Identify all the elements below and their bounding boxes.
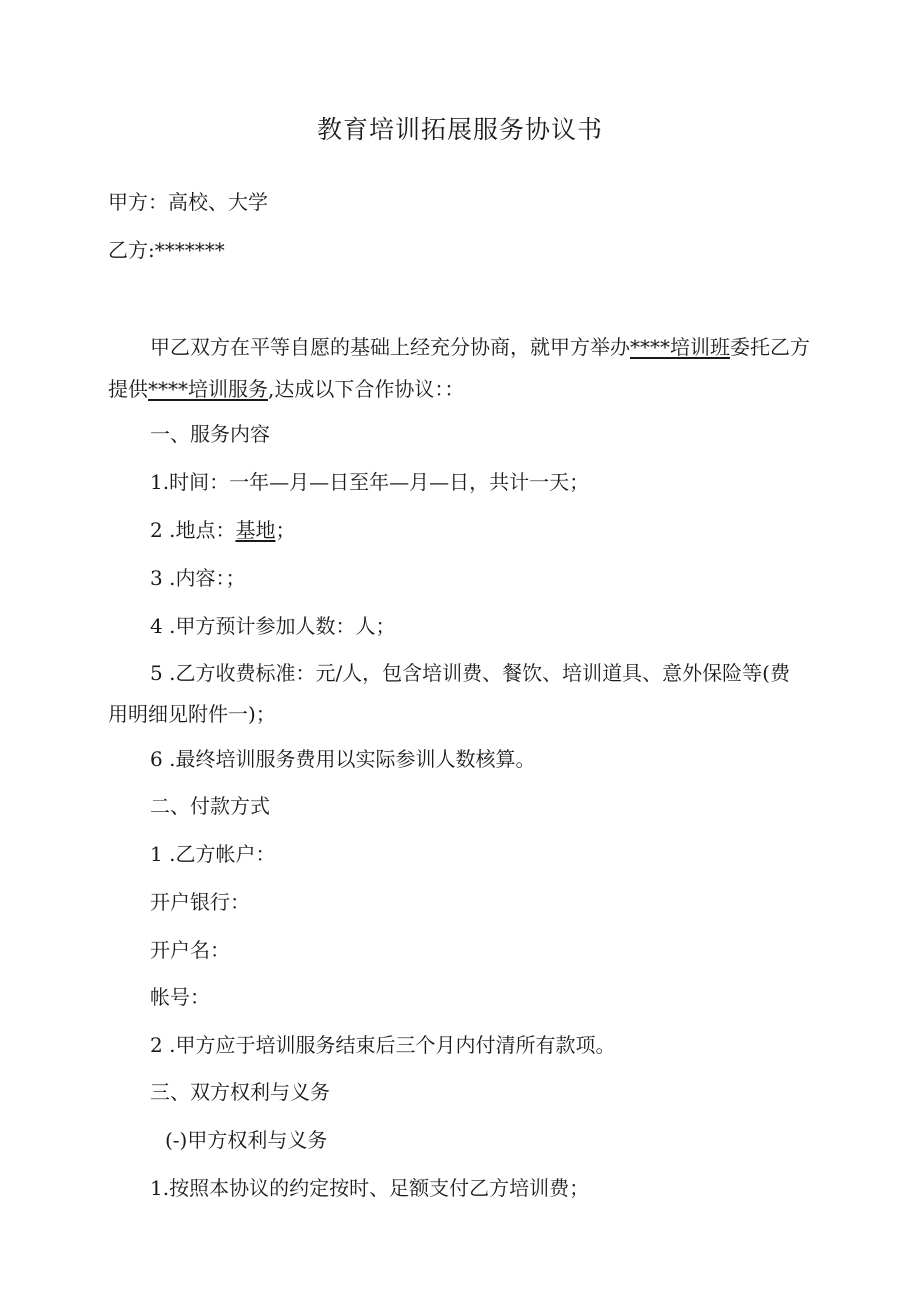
item-underlined-location: 基地	[235, 518, 276, 542]
section-1-item-1: 1.时间：一年—月—日至年—月—日，共计一天；	[150, 470, 590, 494]
section-2-item-1: 1 .乙方帐户：	[150, 842, 276, 866]
intro-underlined-service: ****培训服务	[148, 377, 268, 401]
item-text: 2 .地点：	[150, 518, 236, 542]
intro-line-2	[108, 375, 464, 403]
account-name-label: 开户名：	[150, 938, 230, 962]
document-title: 教育培训拓展服务协议书	[316, 115, 603, 144]
section-2-heading: 二、付款方式	[150, 794, 270, 818]
section-1-heading: 一、服务内容	[150, 422, 270, 446]
intro-text: 委托乙方	[730, 335, 810, 359]
item-text: ；	[275, 518, 296, 542]
intro-text: 甲乙双方在平等自愿的基础上经充分协商，就甲方举办	[150, 335, 630, 359]
section-1-item-3: 3 .内容：；	[150, 566, 246, 590]
section-3-subheading: (-)甲方权利与义务	[165, 1128, 328, 1152]
intro-line-1	[150, 333, 810, 361]
bank-label: 开户银行：	[150, 890, 250, 914]
intro-text: 提供	[108, 377, 148, 401]
party-a: 甲方：高校、大学	[108, 190, 268, 214]
intro-underlined-course: ****培训班	[630, 335, 730, 359]
section-1-item-4: 4 .甲方预计参加人数：人；	[150, 614, 396, 638]
section-1-item-5-line-1: 5 .乙方收费标准：元/人，包含培训费、餐饮、培训道具、意外保险等(费	[150, 661, 790, 685]
intro-text: ,达成以下合作协议：：	[268, 377, 465, 401]
section-3-item-1: 1.按照本协议的约定按时、足额支付乙方培训费；	[150, 1176, 590, 1200]
party-b: 乙方:*******	[108, 238, 225, 262]
section-1-item-2	[150, 516, 295, 544]
account-number-label: 帐号：	[150, 985, 210, 1009]
section-2-item-2: 2 .甲方应于培训服务结束后三个月内付清所有款项。	[150, 1033, 616, 1057]
section-1-item-5-line-2: 用明细见附件一)；	[108, 702, 276, 726]
section-3-heading: 三、双方权利与义务	[150, 1080, 330, 1104]
section-1-item-6: 6 .最终培训服务费用以实际参训人数核算。	[150, 747, 536, 771]
